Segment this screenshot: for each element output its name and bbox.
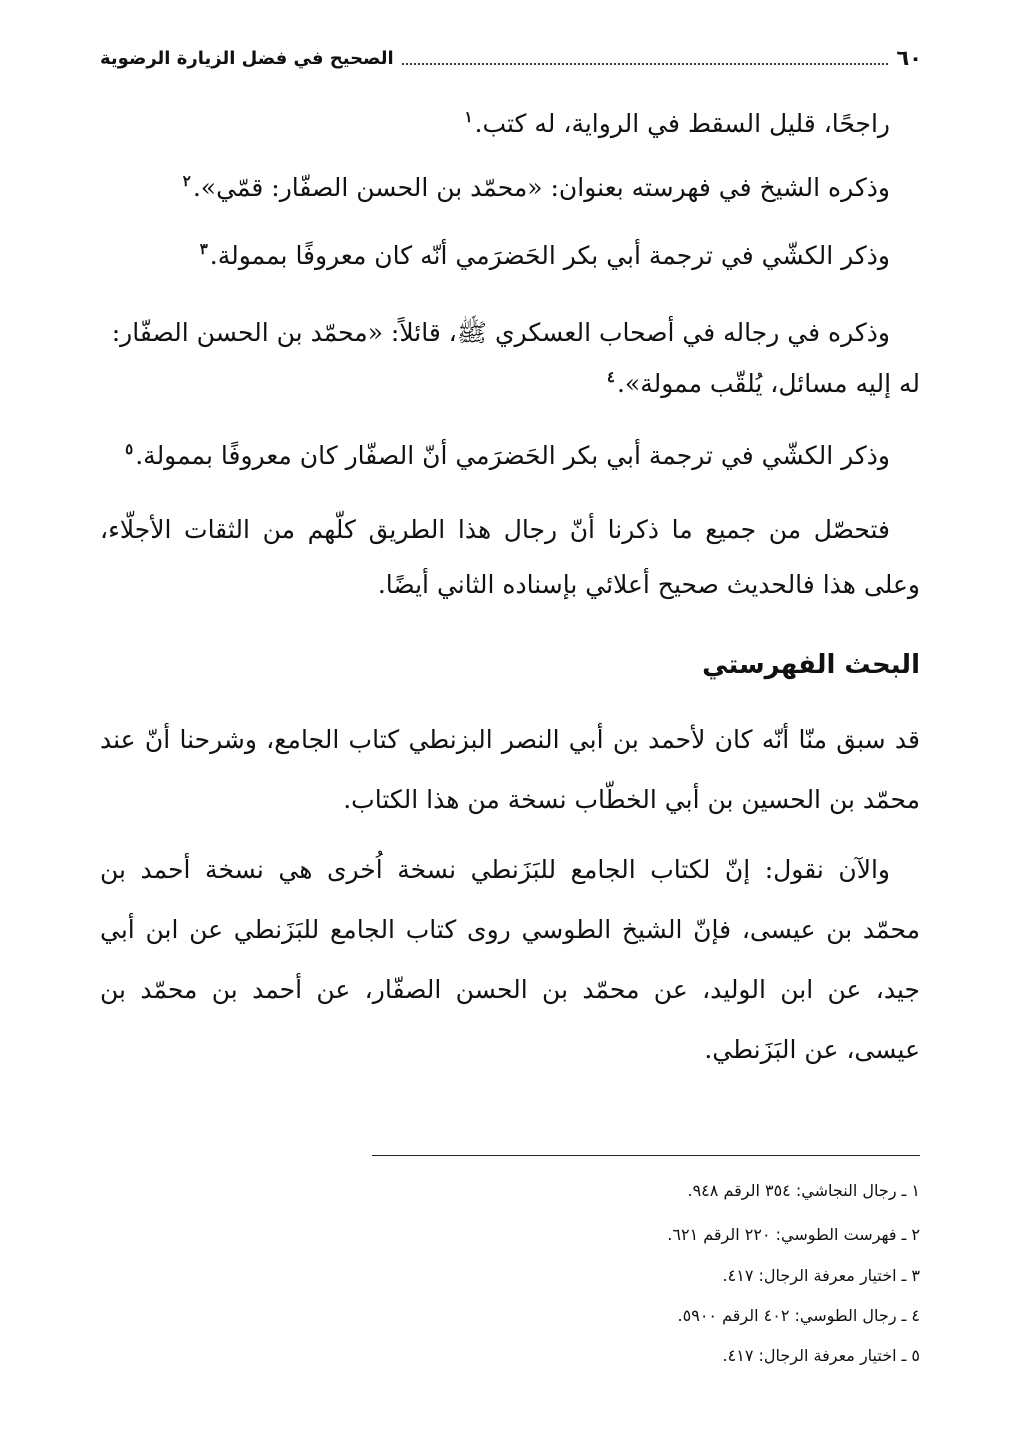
footnote-marker: ٣	[199, 240, 208, 258]
running-title: الصحيح في فضل الزيارة الرضوية	[100, 47, 394, 69]
footnote-separator	[372, 1155, 920, 1156]
body-line	[607, 368, 920, 399]
body-line: محمّد بن الحسين بن أبي الخطّاب نسخة من هذا الكتاب.	[343, 785, 920, 814]
body-line	[112, 318, 890, 348]
footnote: ٣ ـ اختيار معرفة الرجال: ٤١٧.	[722, 1266, 920, 1285]
footnote-marker: ٤	[606, 368, 615, 386]
body-line: عيسى، عن البَزَنطي.	[704, 1035, 920, 1064]
footnote: ٤ ـ رجال الطوسي: ٤٠٢ الرقم ٥٩٠٠.	[677, 1306, 920, 1325]
body-line: فتحصّل من جميع ما ذكرنا أنّ رجال هذا الطريق كلّهم من الثقات الأجلّاء،	[100, 515, 890, 544]
body-line: جيد، عن ابن الوليد، عن محمّد بن الحسن الصفّار، عن أحمد بن محمّد بن	[100, 975, 920, 1004]
page-header	[100, 38, 922, 78]
footnote-marker: ٢	[182, 172, 191, 190]
body-line: وعلى هذا فالحديث صحيح أعلائي بإسناده الثاني أيضًا.	[377, 570, 920, 599]
body-line-text: وذكره الشيخ في فهرسته بعنوان: «محمّد بن الحسن الصفّار: قمّي».	[192, 173, 890, 202]
body-line	[464, 108, 890, 139]
body-line	[125, 440, 890, 471]
footnote-marker: ١	[464, 108, 473, 126]
section-heading: البحث الفهرستي	[702, 650, 920, 680]
body-line: قد سبق منّا أنّه كان لأحمد بن أبي النصر البزنطي كتاب الجامع، وشرحنا أنّ عند	[100, 725, 920, 754]
body-line	[183, 172, 890, 203]
body-line-text: وذكره في رجاله في أصحاب العسكري ﷺ، قائلاً: «محمّد بن الحسن الصفّار:	[111, 318, 890, 347]
body-line-text: له إليه مسائل، يُلقّب ممولة».	[616, 369, 920, 398]
body-line: والآن نقول: إنّ لكتاب الجامع للبَزَنطي نسخة اُخرى هي نسخة أحمد بن	[100, 855, 890, 884]
header-dotted-leader	[402, 63, 889, 65]
body-line-text: وذكر الكشّي في ترجمة أبي بكر الحَضرَمي أنّه كان معروفًا بممولة.	[209, 241, 890, 270]
body-line	[200, 240, 890, 271]
footnote-marker: ٥	[125, 440, 134, 458]
body-line-text: راجحًا، قليل السقط في الرواية، له كتب.	[474, 109, 890, 138]
footnote: ٢ ـ فهرست الطوسي: ٢٢٠ الرقم ٦٢١.	[667, 1225, 920, 1244]
body-line-text: وذكر الكشّي في ترجمة أبي بكر الحَضرَمي أنّ الصفّار كان معروفًا بممولة.	[135, 441, 890, 470]
page-number: ٦٠	[896, 46, 922, 70]
footnote: ٥ ـ اختيار معرفة الرجال: ٤١٧.	[722, 1346, 920, 1365]
footnote: ١ ـ رجال النجاشي: ٣٥٤ الرقم ٩٤٨.	[687, 1181, 920, 1200]
body-line: محمّد بن عيسى، فإنّ الشيخ الطوسي روى كتاب الجامع للبَزَنطي عن ابن أبي	[100, 915, 920, 944]
